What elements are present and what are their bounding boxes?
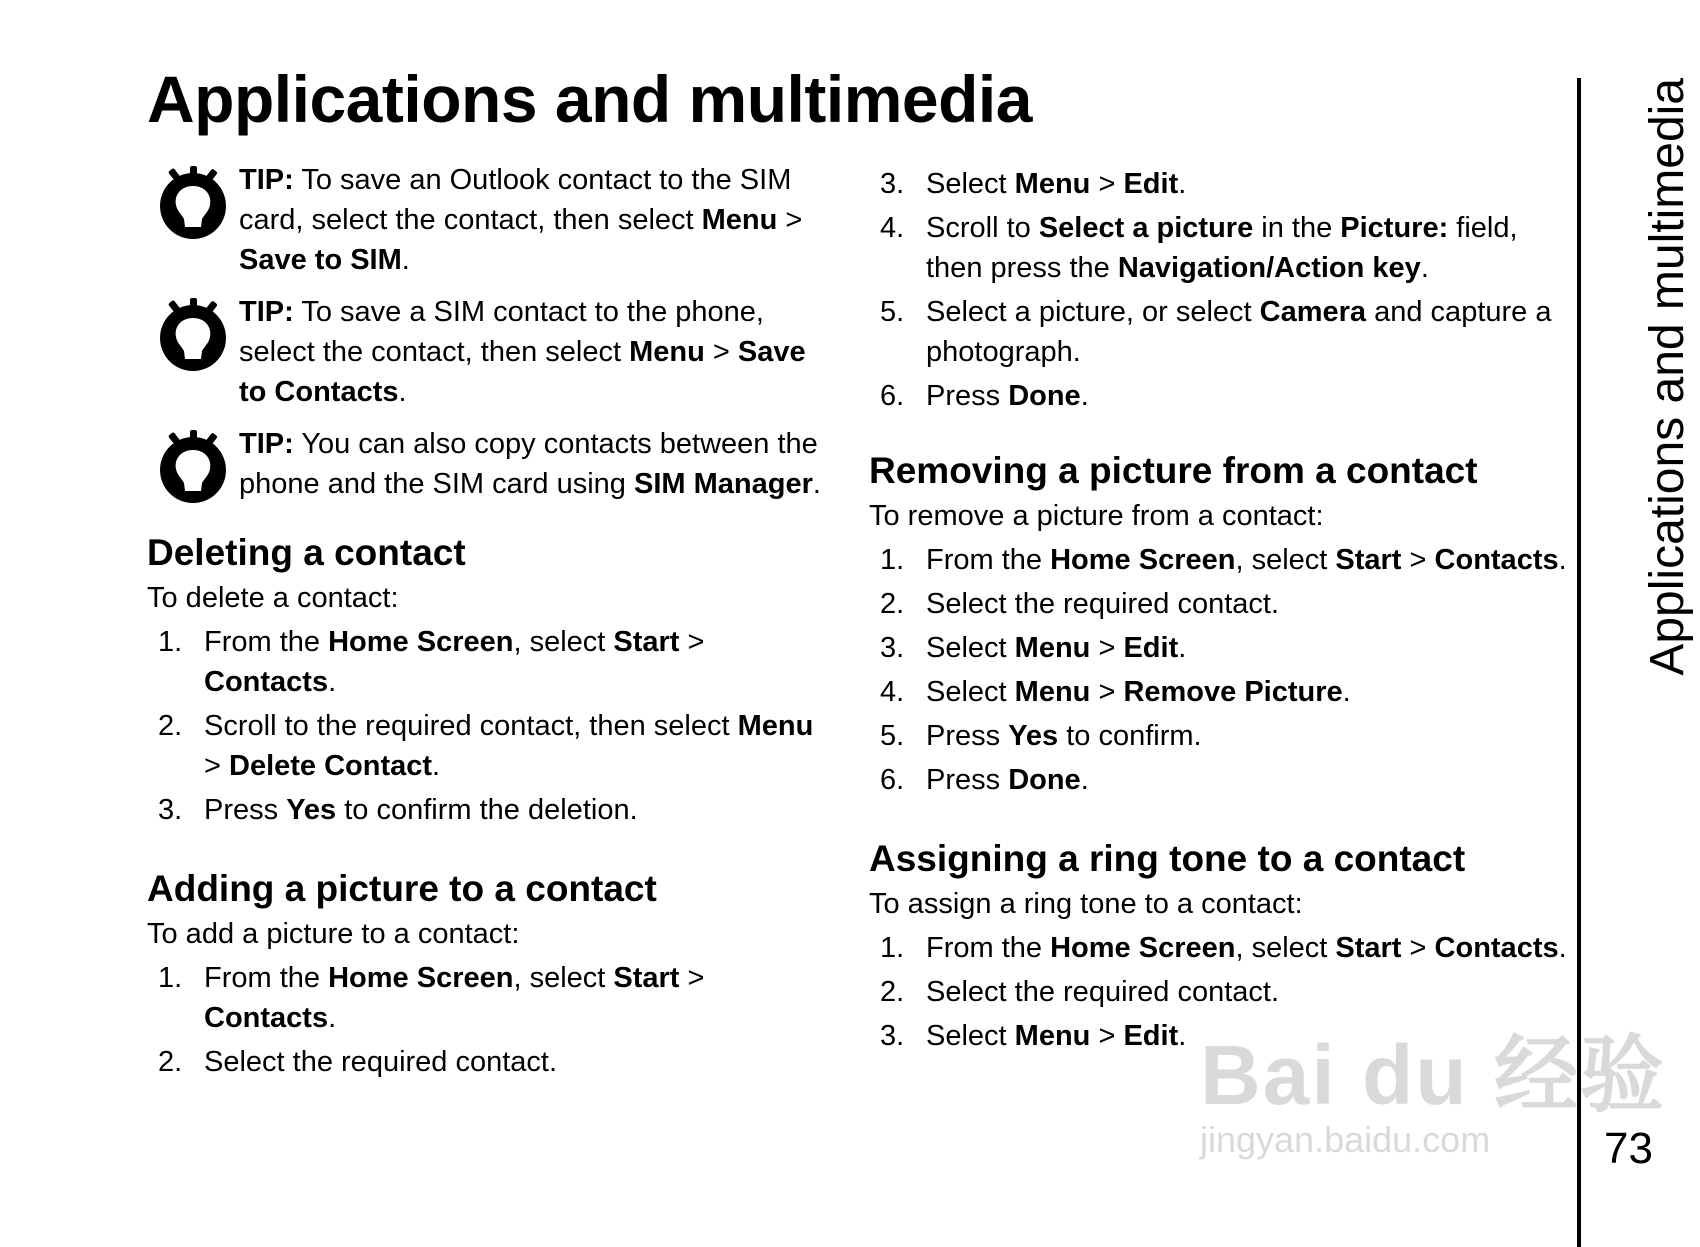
text-run: , select bbox=[513, 962, 614, 994]
text-run: > bbox=[1090, 632, 1124, 664]
text-run: Select bbox=[926, 632, 1015, 664]
bold-term: Contacts bbox=[1434, 932, 1559, 964]
text-run: Scroll to the required contact, then select bbox=[204, 710, 738, 742]
tip-callout bbox=[147, 160, 837, 280]
text-run: > bbox=[204, 750, 229, 782]
content-section bbox=[869, 834, 1569, 1056]
text-run: Select the required contact. bbox=[926, 588, 1280, 620]
step-number: 3. bbox=[880, 632, 905, 664]
bold-term: Edit bbox=[1123, 632, 1179, 664]
tip-prefix: TIP: bbox=[239, 296, 294, 328]
text-run: > bbox=[1401, 932, 1435, 964]
step-number: 3. bbox=[880, 168, 905, 200]
tip-prefix: TIP: bbox=[239, 428, 294, 460]
text-run: . bbox=[432, 750, 441, 782]
step-item bbox=[869, 628, 1569, 668]
bold-term: Menu bbox=[1014, 676, 1091, 708]
watermark-url: jingyan.baidu.com bbox=[1200, 1119, 1491, 1160]
text-run: Press bbox=[204, 794, 287, 826]
text-run: . bbox=[401, 244, 410, 276]
step-number: 1. bbox=[880, 544, 905, 576]
bold-term: Menu bbox=[701, 204, 778, 236]
step-number: 2. bbox=[880, 976, 905, 1008]
section-intro: To delete a contact: bbox=[147, 582, 399, 614]
step-item bbox=[869, 376, 1569, 416]
text-run: From the bbox=[204, 962, 329, 994]
page-title: Applications and multimedia bbox=[147, 62, 1032, 136]
step-item bbox=[147, 706, 837, 786]
continued-step-list bbox=[869, 164, 1569, 416]
text-run: . bbox=[1178, 632, 1187, 664]
bold-term: Done bbox=[1008, 380, 1081, 412]
left-column bbox=[147, 160, 837, 1082]
bold-term: Contacts bbox=[204, 1002, 329, 1034]
bold-term: Home Screen bbox=[328, 626, 514, 658]
bold-term: Contacts bbox=[204, 666, 329, 698]
text-run: From the bbox=[204, 626, 329, 658]
text-run: Press bbox=[926, 764, 1009, 796]
lightbulb-icon bbox=[157, 166, 229, 242]
text-run: . bbox=[1558, 932, 1567, 964]
tip-callout bbox=[147, 424, 837, 504]
text-run: Select bbox=[926, 1020, 1015, 1052]
text-run: From the bbox=[926, 932, 1051, 964]
step-item bbox=[869, 672, 1569, 712]
step-number: 2. bbox=[880, 588, 905, 620]
text-run: > bbox=[679, 962, 705, 994]
text-run: . bbox=[1178, 1020, 1187, 1052]
bold-term: SIM Manager bbox=[633, 468, 813, 500]
step-item bbox=[869, 584, 1569, 624]
text-run: to confirm. bbox=[1058, 720, 1202, 752]
content-section bbox=[147, 864, 837, 1082]
right-sections bbox=[869, 446, 1569, 1056]
text-run: Press bbox=[926, 380, 1009, 412]
content-section bbox=[869, 446, 1569, 800]
bold-term: Menu bbox=[1014, 632, 1091, 664]
text-run: . bbox=[1080, 764, 1089, 796]
step-number: 6. bbox=[880, 380, 905, 412]
step-item bbox=[869, 928, 1569, 968]
tip-text bbox=[239, 292, 837, 412]
text-run: . bbox=[1080, 380, 1089, 412]
left-sections bbox=[147, 528, 837, 1082]
step-number: 3. bbox=[880, 1020, 905, 1052]
lightbulb-icon bbox=[157, 430, 229, 506]
step-list bbox=[869, 540, 1569, 800]
lightbulb-icon bbox=[157, 298, 229, 374]
section-intro: To assign a ring tone to a contact: bbox=[869, 888, 1303, 920]
text-run: field, then press the bbox=[926, 212, 1518, 284]
step-item bbox=[869, 972, 1569, 1012]
text-run: From the bbox=[926, 544, 1051, 576]
section-heading: Removing a picture from a contact bbox=[869, 450, 1478, 491]
text-run: . bbox=[1420, 252, 1429, 284]
step-item bbox=[869, 1016, 1569, 1056]
step-item bbox=[869, 716, 1569, 756]
step-item bbox=[869, 292, 1569, 372]
step-number: 6. bbox=[880, 764, 905, 796]
text-run: Select the required contact. bbox=[926, 976, 1280, 1008]
bold-term: Done bbox=[1008, 764, 1081, 796]
text-run: Press bbox=[926, 720, 1009, 752]
bold-term: Save to Contacts bbox=[239, 336, 806, 408]
text-run: . bbox=[398, 376, 407, 408]
step-item bbox=[147, 790, 837, 830]
step-item bbox=[147, 1042, 837, 1082]
bold-term: Menu bbox=[1014, 1020, 1091, 1052]
text-run: . bbox=[812, 468, 821, 500]
bold-term: Start bbox=[613, 626, 680, 658]
bold-term: Yes bbox=[286, 794, 337, 826]
bold-term: Home Screen bbox=[328, 962, 514, 994]
text-run: , select bbox=[1235, 932, 1336, 964]
text-run: . bbox=[328, 1002, 337, 1034]
bold-term: Home Screen bbox=[1050, 932, 1236, 964]
bold-term: Menu bbox=[1014, 168, 1091, 200]
step-item bbox=[869, 760, 1569, 800]
step-list bbox=[147, 958, 837, 1082]
bold-term: Edit bbox=[1123, 168, 1179, 200]
tip-text bbox=[239, 424, 837, 504]
step-number: 4. bbox=[880, 212, 905, 244]
text-run: Select a picture, or select bbox=[926, 296, 1260, 328]
text-run: . bbox=[1342, 676, 1351, 708]
bold-term: Delete Contact bbox=[229, 750, 433, 782]
text-run: Select the required contact. bbox=[204, 1046, 558, 1078]
right-column bbox=[869, 160, 1569, 1056]
step-item bbox=[869, 208, 1569, 288]
bold-term: Start bbox=[613, 962, 680, 994]
text-run: > bbox=[1090, 676, 1124, 708]
bold-term: Save to SIM bbox=[239, 244, 402, 276]
step-number: 2. bbox=[158, 710, 183, 742]
text-run: > bbox=[679, 626, 705, 658]
step-number: 1. bbox=[880, 932, 905, 964]
step-list bbox=[147, 622, 837, 830]
bold-term: Start bbox=[1335, 544, 1402, 576]
text-run: . bbox=[1178, 168, 1187, 200]
bold-term: Start bbox=[1335, 932, 1402, 964]
text-run: . bbox=[328, 666, 337, 698]
text-run: > bbox=[1090, 168, 1124, 200]
text-run: and capture a photograph. bbox=[926, 296, 1552, 368]
section-heading: Assigning a ring tone to a contact bbox=[869, 838, 1466, 879]
text-run: Scroll to bbox=[926, 212, 1039, 244]
text-run: to confirm the deletion. bbox=[336, 794, 638, 826]
tips-block bbox=[147, 160, 837, 504]
text-run: > bbox=[777, 204, 803, 236]
text-run: in the bbox=[1253, 212, 1341, 244]
text-run: To save a SIM contact to the phone, select the contact, then select bbox=[239, 296, 764, 368]
step-number: 2. bbox=[158, 1046, 183, 1078]
text-run: . bbox=[1558, 544, 1567, 576]
text-run: Select bbox=[926, 676, 1015, 708]
step-number: 5. bbox=[880, 720, 905, 752]
bold-term: Yes bbox=[1008, 720, 1059, 752]
step-item bbox=[869, 540, 1569, 580]
text-run: Select bbox=[926, 168, 1015, 200]
step-number: 1. bbox=[158, 626, 183, 658]
text-run: , select bbox=[1235, 544, 1336, 576]
text-run: You can also copy contacts between the phone and the SIM card using bbox=[239, 428, 818, 500]
bold-term: Contacts bbox=[1434, 544, 1559, 576]
bold-term: Navigation/Action key bbox=[1117, 252, 1421, 284]
text-run: , select bbox=[513, 626, 614, 658]
step-item bbox=[147, 958, 837, 1038]
step-number: 4. bbox=[880, 676, 905, 708]
step-number: 5. bbox=[880, 296, 905, 328]
section-heading: Adding a picture to a contact bbox=[147, 868, 657, 909]
bold-term: Menu bbox=[629, 336, 705, 368]
bold-term: Edit bbox=[1123, 1020, 1179, 1052]
text-run: > bbox=[1401, 544, 1435, 576]
section-intro: To remove a picture from a contact: bbox=[869, 500, 1324, 532]
side-section-label: Applications and multimedia bbox=[1641, 78, 1694, 676]
bold-term: Menu bbox=[737, 710, 814, 742]
page-number: 73 bbox=[1604, 1124, 1653, 1173]
sidebar-rule bbox=[1577, 78, 1581, 1247]
bold-term: Remove Picture bbox=[1123, 676, 1343, 708]
text-run: > bbox=[704, 336, 738, 368]
section-intro: To add a picture to a contact: bbox=[147, 918, 520, 950]
step-item bbox=[147, 622, 837, 702]
section-heading: Deleting a contact bbox=[147, 532, 466, 573]
bold-term: Select a picture bbox=[1038, 212, 1254, 244]
bold-term: Home Screen bbox=[1050, 544, 1236, 576]
step-item bbox=[869, 164, 1569, 204]
step-number: 1. bbox=[158, 962, 183, 994]
content-section bbox=[147, 528, 837, 830]
step-number: 3. bbox=[158, 794, 183, 826]
tip-prefix: TIP: bbox=[239, 164, 294, 196]
text-run: > bbox=[1090, 1020, 1124, 1052]
tip-callout bbox=[147, 292, 837, 412]
step-list bbox=[869, 928, 1569, 1056]
tip-text bbox=[239, 160, 837, 280]
bold-term: Picture: bbox=[1340, 212, 1449, 244]
watermark-brand: Bai du 经验 bbox=[1200, 1028, 1667, 1122]
bold-term: Camera bbox=[1259, 296, 1367, 328]
text-run: To save an Outlook contact to the SIM card, select the contact, then select bbox=[239, 164, 792, 236]
